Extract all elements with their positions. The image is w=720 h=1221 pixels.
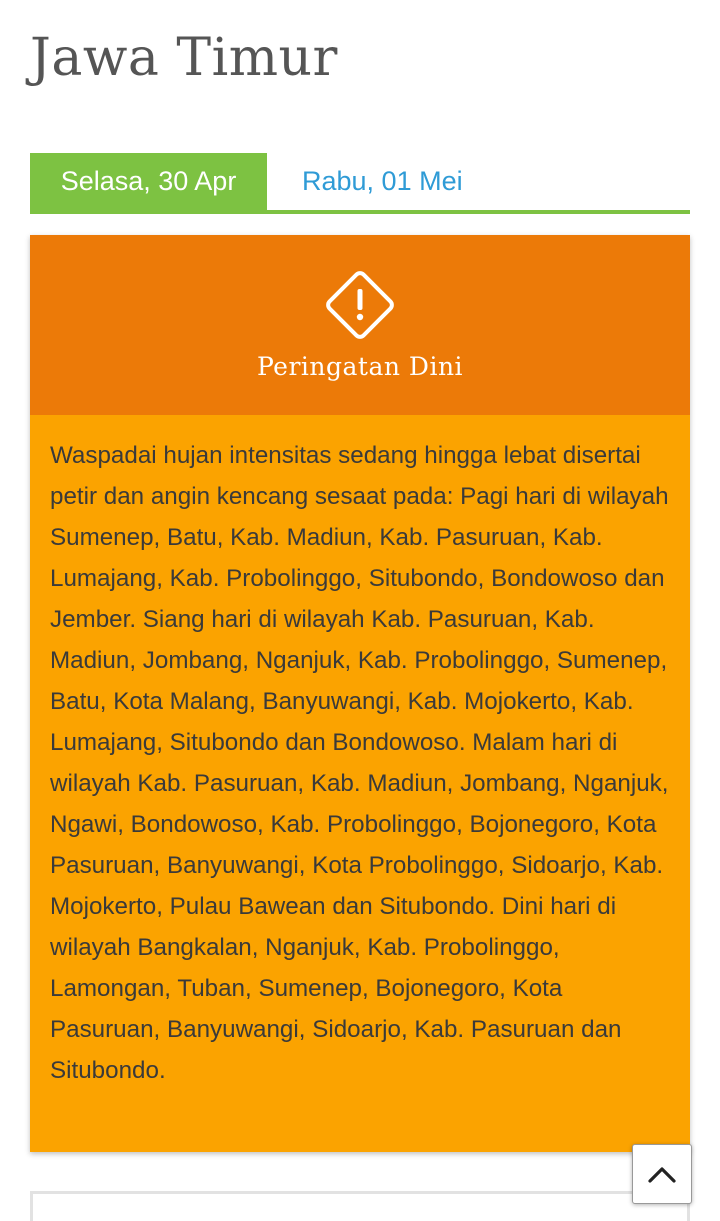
- tab-rabu-01-mei[interactable]: Rabu, 01 Mei: [302, 166, 463, 196]
- tab-selasa-30-apr[interactable]: Selasa, 30 Apr: [30, 153, 267, 210]
- date-tabs: [30, 153, 690, 214]
- warning-header: [30, 235, 690, 415]
- page-title: Jawa Timur: [30, 28, 338, 88]
- warning-body: [30, 415, 690, 1152]
- chevron-up-icon: [647, 1164, 677, 1184]
- warning-diamond-icon: [323, 268, 397, 342]
- warning-title: Peringatan Dini: [256, 352, 464, 381]
- early-warning-card: [30, 235, 690, 1152]
- scroll-to-top-button[interactable]: [632, 1144, 692, 1204]
- warning-text: Waspadai hujan intensitas sedang hingga lebat disertai petir dan angin kencang sesaat pada: Pagi hari di wilayah Sumenep, Batu, Kab. Madiun, Kab. Pasuruan, Kab. Lumajang, Kab. Probolinggo, Situbondo, Bondowoso dan Jember. Siang hari di wilayah Kab. Pasuruan, Kab. Madiun, Jombang, Nganjuk, Kab. Probolinggo, Sumenep, Batu, Kota Malang, Banyuwangi, Kab. Mojokerto, Kab. Lumajang, Situbondo dan Bondowoso. Malam hari di wilayah Kab. Pasuruan, Kab. Madiun, Jombang, Nganjuk, Ngawi, Bondowoso, Kab. Probolinggo, Bojonegoro, Kota Pasuruan, Banyuwangi, Kota Probolinggo, Sidoarjo, Kab. Mojokerto, Pulau Bawean dan Situbondo. Dini hari di wilayah Bangkalan, Nganjuk, Kab. Probolinggo, Lamongan, Tuban, Sumenep, Bojonegoro, Kota Pasuruan, Banyuwangi, Sidoarjo, Kab. Pasuruan dan Situbondo.: [50, 442, 669, 1084]
- next-card-edge: [30, 1191, 690, 1221]
